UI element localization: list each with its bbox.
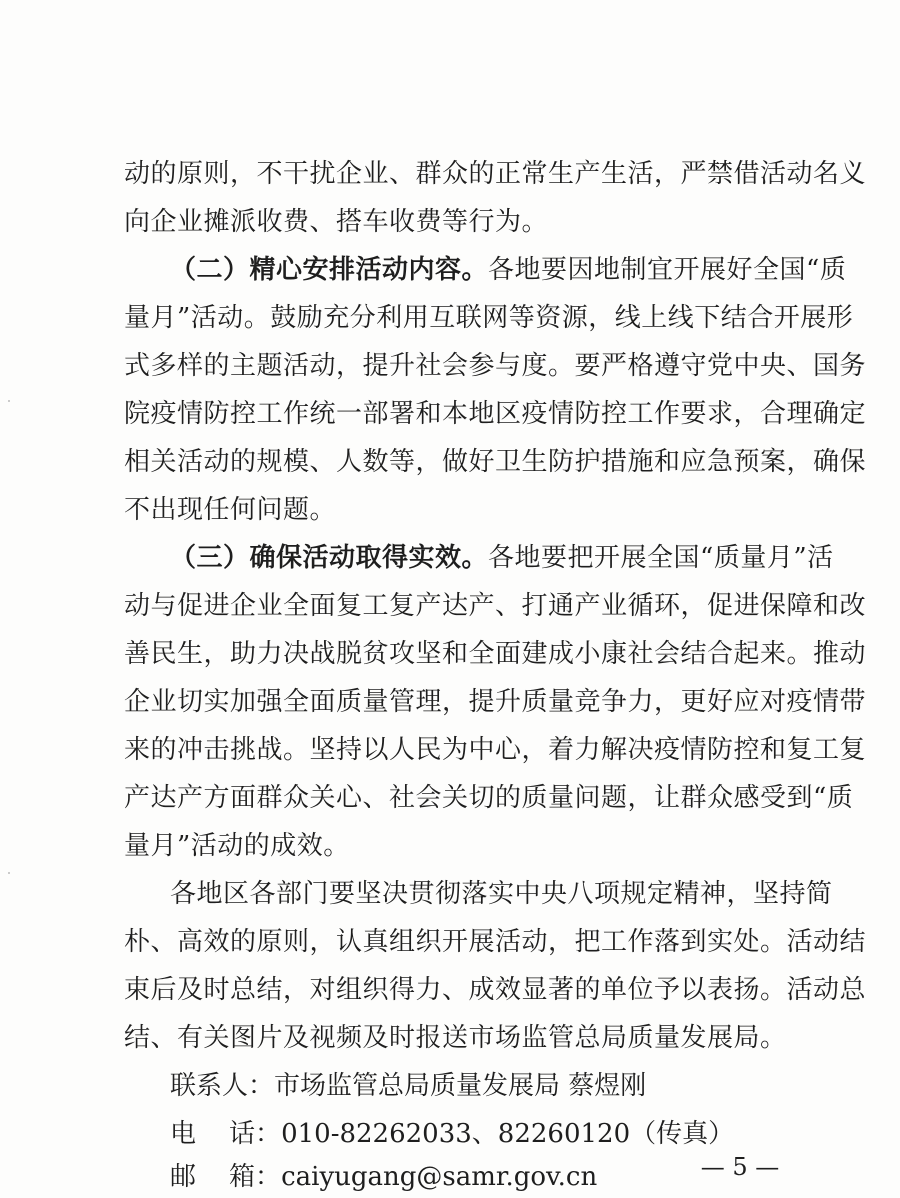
section-number: （三） — [170, 543, 250, 573]
contact-person-label: 联系人： — [170, 1071, 275, 1101]
contact-email-label: 邮 箱： — [170, 1162, 282, 1192]
contact-phone-label: 电 话： — [170, 1119, 282, 1149]
contact-phone — [170, 1116, 734, 1152]
contact-phone-value: 010-82262033、82260120（传真） — [281, 1119, 735, 1149]
body-line: 来的冲击挑战。坚持以人民为中心，着力解决疫情防控和复工复 — [124, 735, 867, 765]
contact-person — [170, 1068, 646, 1104]
contact-email — [170, 1162, 597, 1192]
section-number: （二） — [170, 255, 250, 285]
section-heading: 确保活动取得实效。 — [249, 543, 489, 573]
body-line: 院疫情防控工作统一部署和本地区疫情防控工作要求，合理确定 — [124, 399, 867, 429]
scan-artifact — [8, 400, 10, 402]
section-heading: 精心安排活动内容。 — [249, 255, 489, 285]
body-line: 产达产方面群众关心、社会关切的质量问题，让群众感受到“质 — [124, 783, 854, 813]
section-heading-line — [170, 252, 847, 288]
body-text: 各地要因地制宜开展好全国“质 — [488, 255, 847, 285]
body-line: 朴、高效的原则，认真组织开展活动，把工作落到实处。活动结 — [124, 927, 867, 957]
body-line: 不出现任何问题。 — [124, 495, 337, 525]
body-line: 善民生，助力决战脱贫攻坚和全面建成小康社会结合起来。推动 — [124, 639, 867, 669]
contact-person-value: 市场监管总局质量发展局 蔡煜刚 — [274, 1071, 647, 1101]
section-heading-line — [170, 540, 834, 576]
body-line: 向企业摊派收费、搭车收费等行为。 — [124, 207, 549, 237]
body-line: 各地区各部门要坚决贯彻落实中央八项规定精神，坚持简 — [170, 879, 833, 909]
body-line: 式多样的主题活动，提升社会参与度。要严格遵守党中央、国务 — [124, 351, 867, 381]
page-number: — 5 — — [700, 1153, 780, 1181]
body-line: 动与促进企业全面复工复产达产、打通产业循环，促进保障和改 — [124, 591, 867, 621]
body-line: 企业切实加强全面质量管理，提升质量竞争力，更好应对疫情带 — [124, 687, 867, 717]
body-line: 束后及时总结，对组织得力、成效显著的单位予以表扬。活动总 — [124, 975, 867, 1005]
body-line: 量月”活动。鼓励充分利用互联网等资源，线上线下结合开展形 — [124, 303, 854, 333]
scan-artifact — [8, 872, 10, 874]
body-line: 相关活动的规模、人数等，做好卫生防护措施和应急预案，确保 — [124, 447, 867, 477]
body-line: 量月”活动的成效。 — [124, 831, 350, 861]
body-text: 各地要把开展全国“质量月”活 — [488, 543, 834, 573]
body-line: 动的原则，不干扰企业、群众的正常生产生活，严禁借活动名义 — [124, 159, 867, 189]
body-line: 结、有关图片及视频及时报送市场监管总局质量发展局。 — [124, 1023, 787, 1053]
contact-email-value[interactable]: caiyugang@samr.gov.cn — [281, 1162, 598, 1192]
